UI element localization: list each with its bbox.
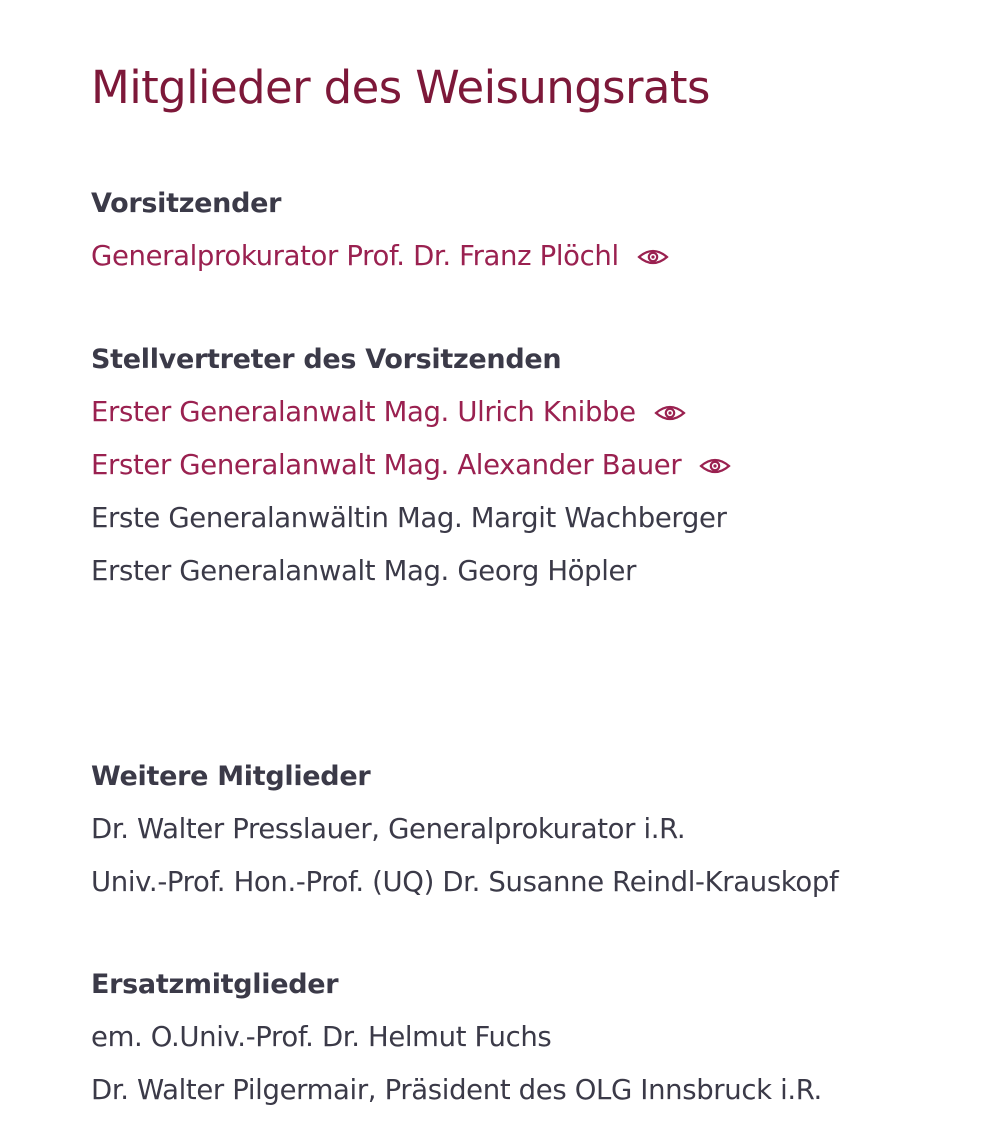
member-hoepler: Erster Generalanwalt Mag. Georg Höpler	[91, 555, 637, 587]
eye-icon	[699, 456, 731, 476]
member-reindl-krauskopf: Univ.-Prof. Hon.-Prof. (UQ) Dr. Susanne Reindl-Krauskopf	[91, 866, 839, 898]
eye-icon	[654, 403, 686, 423]
member-name: Erster Generalanwalt Mag. Alexander Bauer	[91, 449, 682, 481]
section-chair	[91, 177, 669, 283]
member-pilgermair: Dr. Walter Pilgermair, Präsident des OLG Innsbruck i.R.	[91, 1074, 822, 1106]
member-name: Generalprokurator Prof. Dr. Franz Plöchl	[91, 240, 619, 272]
section-substitute-members	[91, 958, 822, 1117]
section-further-members	[91, 750, 838, 909]
member-link-bauer[interactable]	[91, 439, 731, 492]
member-link-knibbe[interactable]	[91, 386, 731, 439]
member-presslauer: Dr. Walter Presslauer, Generalprokurator i.R.	[91, 813, 686, 845]
page-title: Mitglieder des Weisungsrats	[91, 61, 710, 114]
member-wachberger: Erste Generalanwältin Mag. Margit Wachberger	[91, 502, 727, 534]
member-link-ploechl[interactable]	[91, 230, 669, 283]
member-fuchs: em. O.Univ.-Prof. Dr. Helmut Fuchs	[91, 1021, 552, 1053]
section-heading: Ersatzmitglieder	[91, 969, 339, 1000]
member-name: Erster Generalanwalt Mag. Ulrich Knibbe	[91, 396, 636, 428]
section-deputies	[91, 333, 731, 598]
eye-icon	[637, 247, 669, 267]
section-heading: Vorsitzender	[91, 188, 282, 219]
section-heading: Stellvertreter des Vorsitzenden	[91, 344, 562, 375]
section-heading: Weitere Mitglieder	[91, 761, 371, 792]
